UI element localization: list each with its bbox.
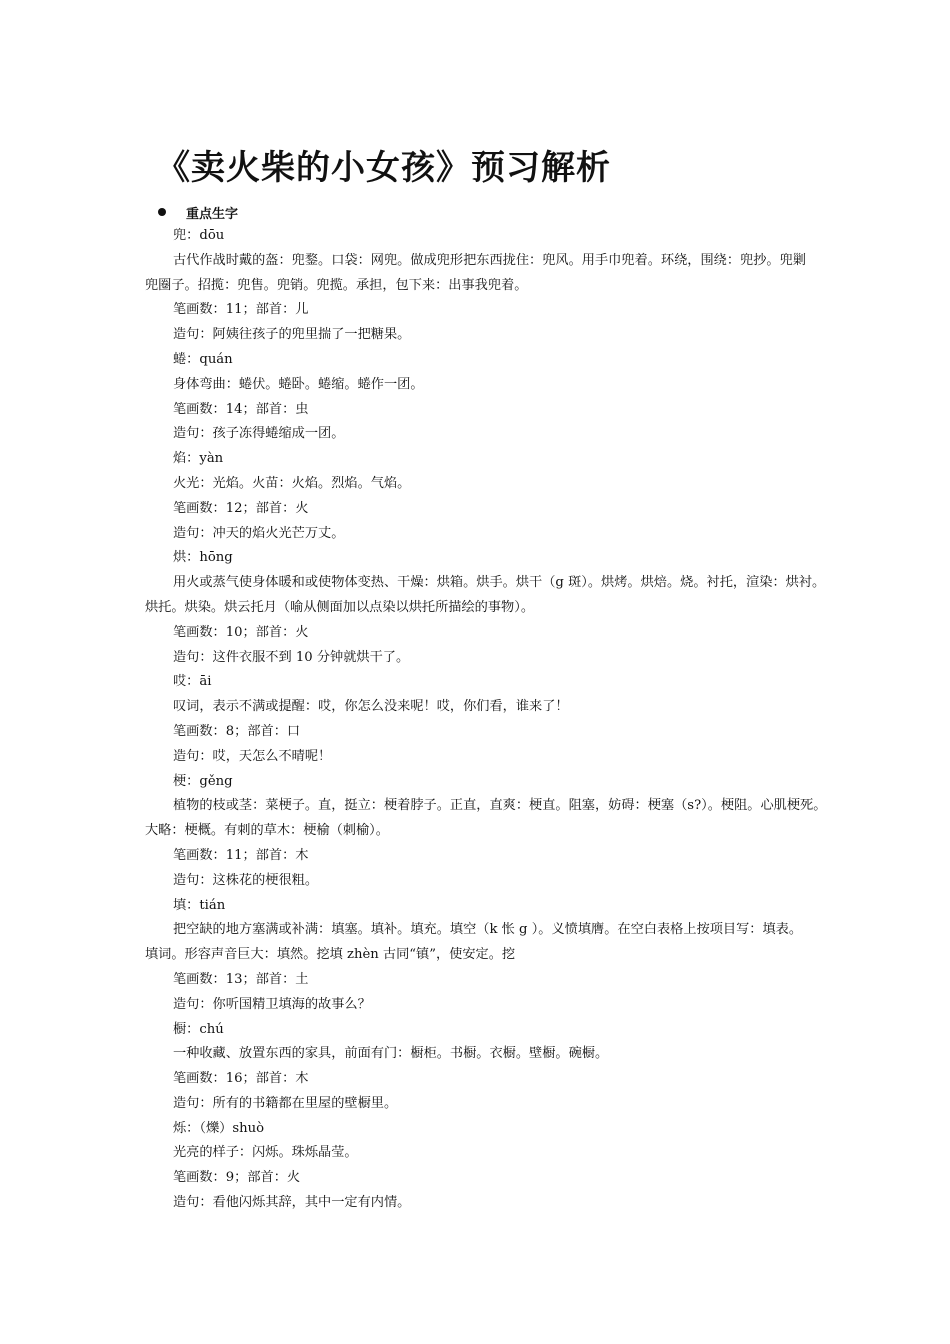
text-line: 造句：冲天的焰火光芒万丈。 — [173, 525, 345, 541]
text-line: 梗：gěng — [173, 773, 233, 789]
text-line: 笔画数：8；部首：口 — [173, 723, 301, 739]
section-heading — [158, 201, 238, 223]
text-line: 火光：光焰。火苗：火焰。烈焰。气焰。 — [173, 475, 411, 491]
text-line: 笔画数：10；部首：火 — [173, 624, 309, 640]
text-line: 把空缺的地方塞满或补满：填塞。填补。填充。填空（k 怅 g ）。义愤填膺。在空白表格上按项目写：填表。 — [173, 922, 803, 938]
text-line: 兜圈子。招揽：兜售。兜销。兜揽。承担，包下来：出事我兜着。 — [145, 277, 528, 293]
text-line: 造句：看他闪烁其辞，其中一定有内情。 — [173, 1195, 411, 1211]
bullet-icon — [158, 208, 166, 216]
text-line: 古代作战时戴的盔：兜鍪。口袋：网兜。做成兜形把东西拢住：兜风。用手巾兜着。环绕，围绕：兜抄。兜剿 — [173, 252, 806, 268]
text-line: 造句：哎，天怎么不晴呢！ — [173, 748, 332, 764]
text-line: 橱：chú — [173, 1021, 224, 1037]
text-line: 填词。形容声音巨大：填然。挖填 zhèn 古同“镇”，使安定。挖 — [145, 947, 516, 963]
text-line: 笔画数：16；部首：木 — [173, 1071, 309, 1087]
text-line: 一种收藏、放置东西的家具，前面有门：橱柜。书橱。衣橱。壁橱。碗橱。 — [173, 1046, 609, 1062]
text-line: 造句：这件衣服不到 10 分钟就烘干了。 — [173, 649, 410, 665]
text-line: 大略：梗概。有刺的草木：梗榆（刺榆）。 — [145, 823, 389, 839]
text-line: 身体弯曲：蜷伏。蜷卧。蜷缩。蜷作一团。 — [173, 376, 424, 392]
text-line: 光亮的样子：闪烁。珠烁晶莹。 — [173, 1145, 358, 1161]
text-line: 笔画数：11；部首：木 — [173, 847, 309, 863]
text-line: 笔画数：9；部首：火 — [173, 1170, 301, 1186]
text-line: 填：tián — [173, 897, 226, 913]
text-line: 烘：hōng — [173, 550, 233, 566]
text-line: 造句：你听国精卫填海的故事么？ — [173, 996, 371, 1012]
text-line: 植物的枝或茎：菜梗子。直，挺立：梗着脖子。正直，直爽：梗直。阻塞，妨碍：梗塞（s?）。梗阻。心肌梗死。 — [173, 798, 827, 814]
text-line: 叹词，表示不满或提醒：哎，你怎么没来呢！哎，你们看，谁来了！ — [173, 699, 569, 715]
text-line: 哎：āi — [173, 674, 212, 690]
section-heading-label: 重点生字 — [186, 206, 239, 222]
text-line: 蜷：quán — [173, 351, 233, 367]
text-line: 笔画数：11；部首：儿 — [173, 302, 309, 318]
text-line: 笔画数：14；部首：虫 — [173, 401, 309, 417]
document-title: 《卖火柴的小女孩》预习解析 — [156, 148, 611, 188]
text-line: 笔画数：13；部首：土 — [173, 971, 309, 987]
text-line: 笔画数：12；部首：火 — [173, 500, 309, 516]
text-line: 造句：这株花的梗很粗。 — [173, 872, 319, 888]
text-line: 焰：yàn — [173, 451, 224, 467]
text-line: 烘托。烘染。烘云托月（喻从侧面加以点染以烘托所描绘的事物）。 — [145, 599, 535, 615]
text-line: 用火或蒸气使身体暖和或使物体变热、干燥：烘箱。烘手。烘干（g 斑）。烘烤。烘焙。烧。衬托，渲染：烘衬。 — [173, 575, 826, 591]
text-line: 兜：dōu — [173, 228, 225, 243]
text-line: 造句：孩子冻得蜷缩成一团。 — [173, 426, 345, 442]
text-line: 造句：所有的书籍都在里屋的壁橱里。 — [173, 1095, 398, 1111]
text-line: 造句：阿姨往孩子的兜里揣了一把糖果。 — [173, 327, 411, 343]
text-line: 烁：（爍）shuò — [173, 1120, 265, 1136]
body-text — [0, 224, 950, 1216]
